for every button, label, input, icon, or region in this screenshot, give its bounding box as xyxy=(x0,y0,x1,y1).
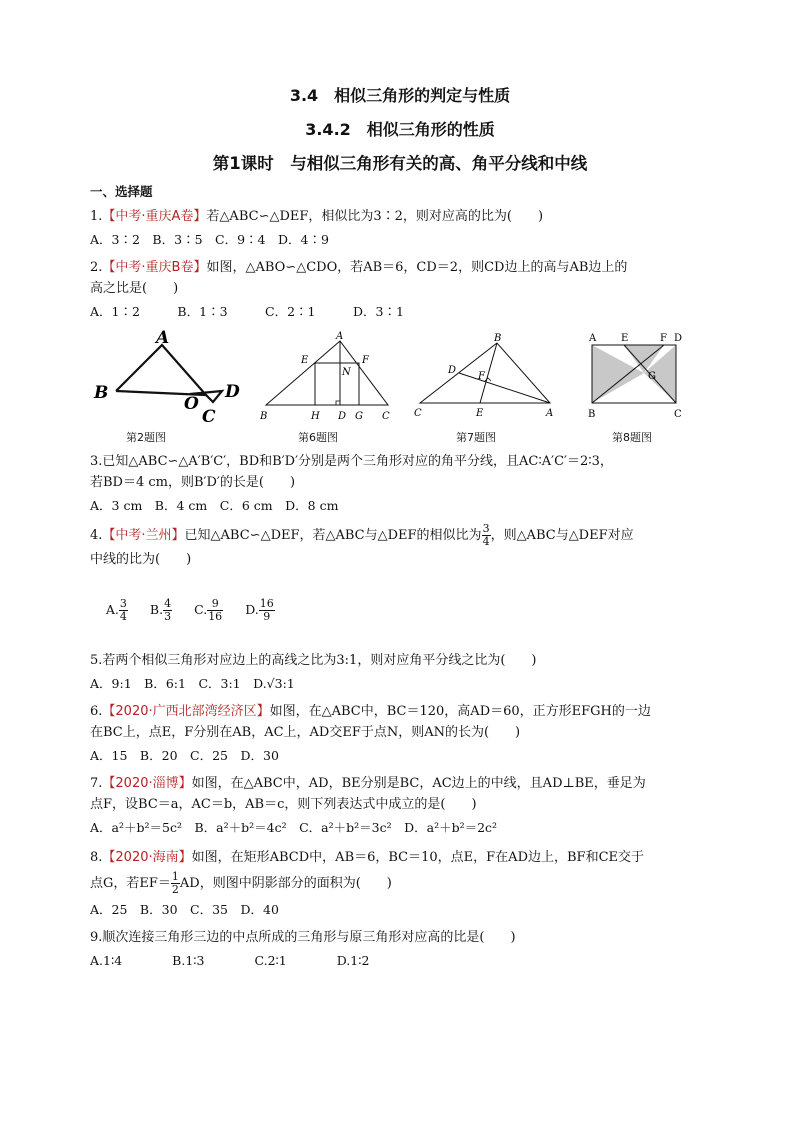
question-text: 若BD＝4 cm，则B′D′的长是( ) xyxy=(90,475,296,490)
question-text: AD，则图中阴影部分的面积为( ) xyxy=(179,876,392,891)
question-3-options: A．3 cm B．4 cm C．6 cm D．8 cm xyxy=(90,498,339,513)
label-A: A xyxy=(156,329,170,348)
question-number: 8. xyxy=(90,850,103,865)
label-B: B xyxy=(260,411,268,422)
question-number: 4. xyxy=(90,528,103,543)
fraction: $\frac{3}{4}$ xyxy=(119,597,127,623)
label-F: F xyxy=(478,371,485,382)
figure-2-diagram xyxy=(90,329,250,429)
question-text: 若△ABC∽△DEF，相似比为3∶2，则对应高的比为( ) xyxy=(206,209,544,224)
question-text: 如图，在矩形ABCD中，AB＝6，BC＝10，点E，F在AD边上，BF和CE交于 xyxy=(191,850,645,865)
fraction: $\frac{1}{2}$ xyxy=(171,870,179,896)
worksheet-page xyxy=(90,86,710,978)
option-label: C. xyxy=(194,602,208,617)
option-label: D. xyxy=(245,602,259,617)
label-O: O xyxy=(184,394,199,414)
lesson-title: 第1课时 与相似三角形有关的高、角平分线和中线 xyxy=(212,154,588,173)
label-C: C xyxy=(674,409,682,420)
section-title: 3.4 相似三角形的判定与性质 xyxy=(289,86,511,105)
label-B: B xyxy=(494,333,502,344)
question-4-options xyxy=(90,578,710,643)
label-F: F xyxy=(362,355,369,366)
source-tag: 【中考·重庆A卷】 xyxy=(102,209,207,224)
figure-7-diagram xyxy=(412,329,562,429)
label-D: D xyxy=(448,365,457,376)
label-G: G xyxy=(648,371,656,382)
question-text: 点G，若EF＝ xyxy=(90,876,171,891)
question-number: 2. xyxy=(90,260,103,275)
figure-8-diagram xyxy=(580,329,700,429)
option-label: A. xyxy=(105,602,119,617)
label-E: E xyxy=(476,408,484,419)
question-number: 6. xyxy=(90,704,103,719)
question-text: 3.已知△ABC∽△A′B′C′，BD和B′D′分别是两个三角形对应的角平分线，且AC∶A′C′＝2∶3， xyxy=(90,454,613,469)
question-6-options: A．15 B．20 C．25 D．30 xyxy=(90,748,279,763)
question-1 xyxy=(90,206,710,227)
question-text: 点F，设BC＝a，AC＝b，AB＝c，则下列表达式中成立的是( ) xyxy=(90,797,477,812)
label-C: C xyxy=(382,411,390,422)
fraction: $\frac{3}{4}$ xyxy=(482,522,490,548)
figure-6-caption: 第6题图 xyxy=(298,431,338,444)
label-D: D xyxy=(674,333,683,344)
question-9: 9.顺次连接三角形三边的中点所成的三角形与原三角形对应高的比是( ) xyxy=(90,930,516,945)
question-text: 中线的比为( ) xyxy=(90,552,192,567)
question-7 xyxy=(90,773,710,815)
source-tag: 【2020·海南】 xyxy=(102,850,192,865)
question-number: 1. xyxy=(90,209,103,224)
label-C: C xyxy=(202,407,216,427)
question-type-heading: 一、选择题 xyxy=(90,184,153,199)
question-9-options: A.1∶4 B.1∶3 C.2∶1 D.1∶2 xyxy=(90,953,370,968)
label-B: B xyxy=(94,383,109,403)
fraction: $\frac{9}{16}$ xyxy=(208,597,223,623)
question-6 xyxy=(90,701,710,743)
source-tag: 【中考·兰州】 xyxy=(102,528,185,543)
figure-7-caption: 第7题图 xyxy=(456,431,496,444)
source-tag: 【2020·广西北部湾经济区】 xyxy=(102,704,270,719)
source-tag: 【中考·重庆B卷】 xyxy=(102,260,207,275)
question-8-options: A．25 B．30 C．35 D．40 xyxy=(90,902,279,917)
figure-2-caption: 第2题图 xyxy=(126,431,166,444)
label-N: N xyxy=(342,367,351,378)
question-2 xyxy=(90,257,710,299)
option-label: B. xyxy=(149,602,164,617)
label-C: C xyxy=(414,408,422,419)
figure-8-caption: 第8题图 xyxy=(612,431,652,444)
question-5: 5.若两个相似三角形对应边上的高线之比为3:1，则对应角平分线之比为( ) xyxy=(90,653,537,668)
source-tag: 【2020·淄博】 xyxy=(102,776,192,791)
label-B: B xyxy=(588,409,596,420)
question-2-options: A．1∶2 B．1∶3 C．2∶1 D．3∶1 xyxy=(90,304,404,319)
question-text: 如图，在△ABC中，AD，BE分别是BC，AC边上的中线，且AD⊥BE，垂足为 xyxy=(191,776,646,791)
question-5-options: A．9:1 B．6:1 C．3:1 D.√3:1 xyxy=(90,676,295,691)
label-A: A xyxy=(589,333,597,344)
label-D: D xyxy=(338,411,347,422)
question-text: 在BC上，点E，F分别在AB，AC上，AD交EF于点N，则AN的长为( ) xyxy=(90,725,521,740)
fraction: $\frac{4}{3}$ xyxy=(164,597,172,623)
question-8 xyxy=(90,845,710,897)
question-1-options: A．3∶2 B．3∶5 C．9∶4 D．4∶9 xyxy=(90,232,329,247)
question-number: 7. xyxy=(90,776,103,791)
label-G: G xyxy=(355,411,363,422)
figure-6-diagram xyxy=(258,329,398,429)
label-A: A xyxy=(546,408,554,419)
fraction: $\frac{16}{9}$ xyxy=(259,597,274,623)
question-text: 如图，△ABO∽△CDO，若AB＝6，CD＝2，则CD边上的高与AB边上的 xyxy=(206,260,628,275)
label-F: F xyxy=(660,333,667,344)
question-4 xyxy=(90,523,710,572)
question-text: ，则△ABC与△DEF对应 xyxy=(490,528,634,543)
subsection-title: 3.4.2 相似三角形的性质 xyxy=(305,120,495,139)
question-3 xyxy=(90,451,710,493)
question-7-options: A．a²＋b²＝5c² B．a²＋b²＝4c² C．a²＋b²＝3c² D．a²＋b²＝2c² xyxy=(90,820,498,835)
label-E: E xyxy=(621,333,629,344)
question-text: 已知△ABC∽△DEF，若△ABC与△DEF的相似比为 xyxy=(184,528,482,543)
question-text: 如图，在△ABC中，BC＝120，高AD＝60，正方形EFGH的一边 xyxy=(269,704,651,719)
label-A: A xyxy=(336,331,344,342)
figures-row xyxy=(90,329,710,447)
label-D: D xyxy=(225,382,240,402)
label-E: E xyxy=(301,355,309,366)
question-text: 高之比是( ) xyxy=(90,281,179,296)
label-H: H xyxy=(311,411,320,422)
